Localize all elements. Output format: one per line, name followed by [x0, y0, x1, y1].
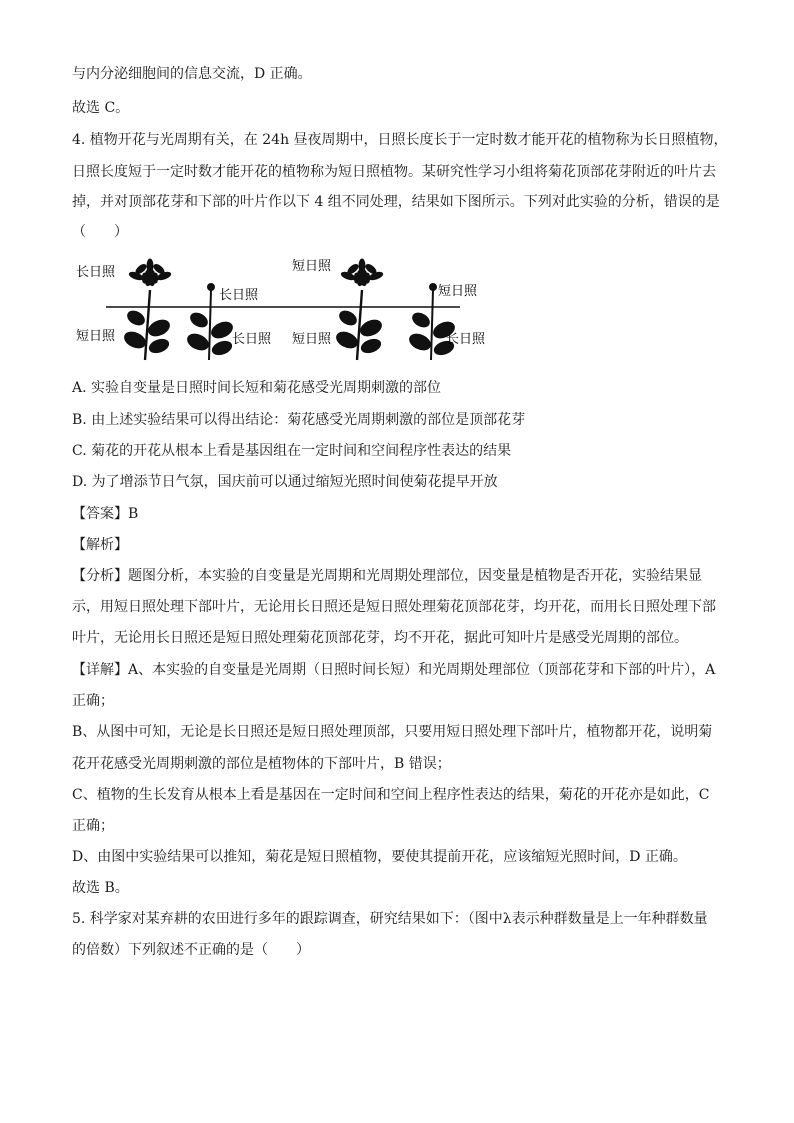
xiangjie-line-2: 正确； — [72, 693, 114, 709]
answer-value: B — [128, 506, 139, 522]
xiangjie-line-5: C、植物的生长发育从根本上看是基因在一定时间和空间上程序性表达的结果，菊花的开花亦是如此，C — [72, 787, 710, 803]
q4-stem-4: （ ） — [72, 224, 128, 240]
answer-line — [72, 504, 138, 524]
plant-1-flowering — [122, 259, 172, 360]
label-top-4: 短日照 — [438, 284, 478, 299]
label-bottom-3: 短日照 — [292, 332, 332, 347]
xiangjie-line-3: B、从图中可知，无论是长日照还是短日照处理顶部，只要用短日照处理下部叶片，植物都开花，说明菊 — [72, 724, 713, 740]
fenxi-line-3: 叶片，无论用长日照还是短日照处理菊花顶部花芽，均不开花，据此可知叶片是感受光周期的部位。 — [72, 630, 688, 646]
label-bottom-4: 长日照 — [446, 332, 486, 347]
answer-tag: 【答案】 — [72, 506, 128, 522]
prev-line-2: 故选 C。 — [72, 100, 130, 116]
q5-stem-2: 的倍数）下列叙述不正确的是（ ） — [72, 942, 310, 958]
xiangjie-line-6: 正确； — [72, 818, 114, 834]
q5-stem-1: 5. 科学家对某弃耕的农田进行多年的跟踪调查，研究结果如下：（图中λ表示种群数量是上一年种群数量 — [72, 911, 708, 927]
q4-stem-1: 4. 植物开花与光周期有关，在 24h 昼夜周期中，日照长度长于一定时数才能开花的植物称为长日照植物， — [72, 132, 728, 148]
q4-stem-2: 日照长度短于一定时数才能开花的植物称为短日照植物。某研究性学习小组将菊花顶部花芽附近的叶片去 — [72, 164, 716, 180]
q4-option-a: A. 实验自变量是日照时间长短和菊花感受光周期刺激的部位 — [72, 380, 442, 396]
prev-line-1: 与内分泌细胞间的信息交流，D 正确。 — [72, 66, 312, 82]
label-bottom-1: 短日照 — [76, 329, 116, 344]
q4-option-c: C. 菊花的开花从根本上看是基因组在一定时间和空间程序性表达的结果 — [72, 443, 512, 459]
fenxi-line-1: 【分析】题图分析，本实验的自变量是光周期和光周期处理部位，因变量是植物是否开花，实验结果显 — [72, 568, 702, 584]
label-top-3: 短日照 — [292, 259, 332, 274]
xiangjie-line-7: D、由图中实验结果可以推知，菊花是短日照植物，要使其提前开花，应该缩短光照时间，D 正确。 — [72, 849, 687, 865]
xiangjie-line-4: 花开花感受光周期刺激的部位是植物体的下部叶片，B 错误； — [72, 756, 451, 772]
label-top-1: 长日照 — [76, 265, 116, 280]
analysis-tag: 【解析】 — [72, 537, 128, 553]
q4-option-d: D. 为了增添节日气氛，国庆前可以通过缩短光照时间使菊花提早开放 — [72, 474, 498, 490]
label-bottom-2: 长日照 — [232, 332, 272, 347]
q4-stem-3: 掉，并对顶部花芽和下部的叶片作以下 4 组不同处理，结果如下图所示。下列对此实验的分析，错误的是 — [72, 194, 720, 210]
q4-option-b: B. 由上述实验结果可以得出结论：菊花感受光周期刺激的部位是顶部花芽 — [72, 412, 526, 428]
fenxi-line-2: 示，用短日照处理下部叶片，无论用长日照还是短日照处理菊花顶部花芽，均开花，而用长日照处理下部 — [72, 599, 716, 615]
label-top-2: 长日照 — [219, 288, 259, 303]
xiangjie-line-1: 【详解】A、本实验的自变量是光周期（日照时间长短）和光周期处理部位（顶部花芽和下部的叶片），A — [72, 662, 716, 678]
xiangjie-line-8: 故选 B。 — [72, 880, 129, 896]
plant-3-flowering — [334, 259, 384, 360]
chrysanthemum-figure — [72, 254, 512, 366]
